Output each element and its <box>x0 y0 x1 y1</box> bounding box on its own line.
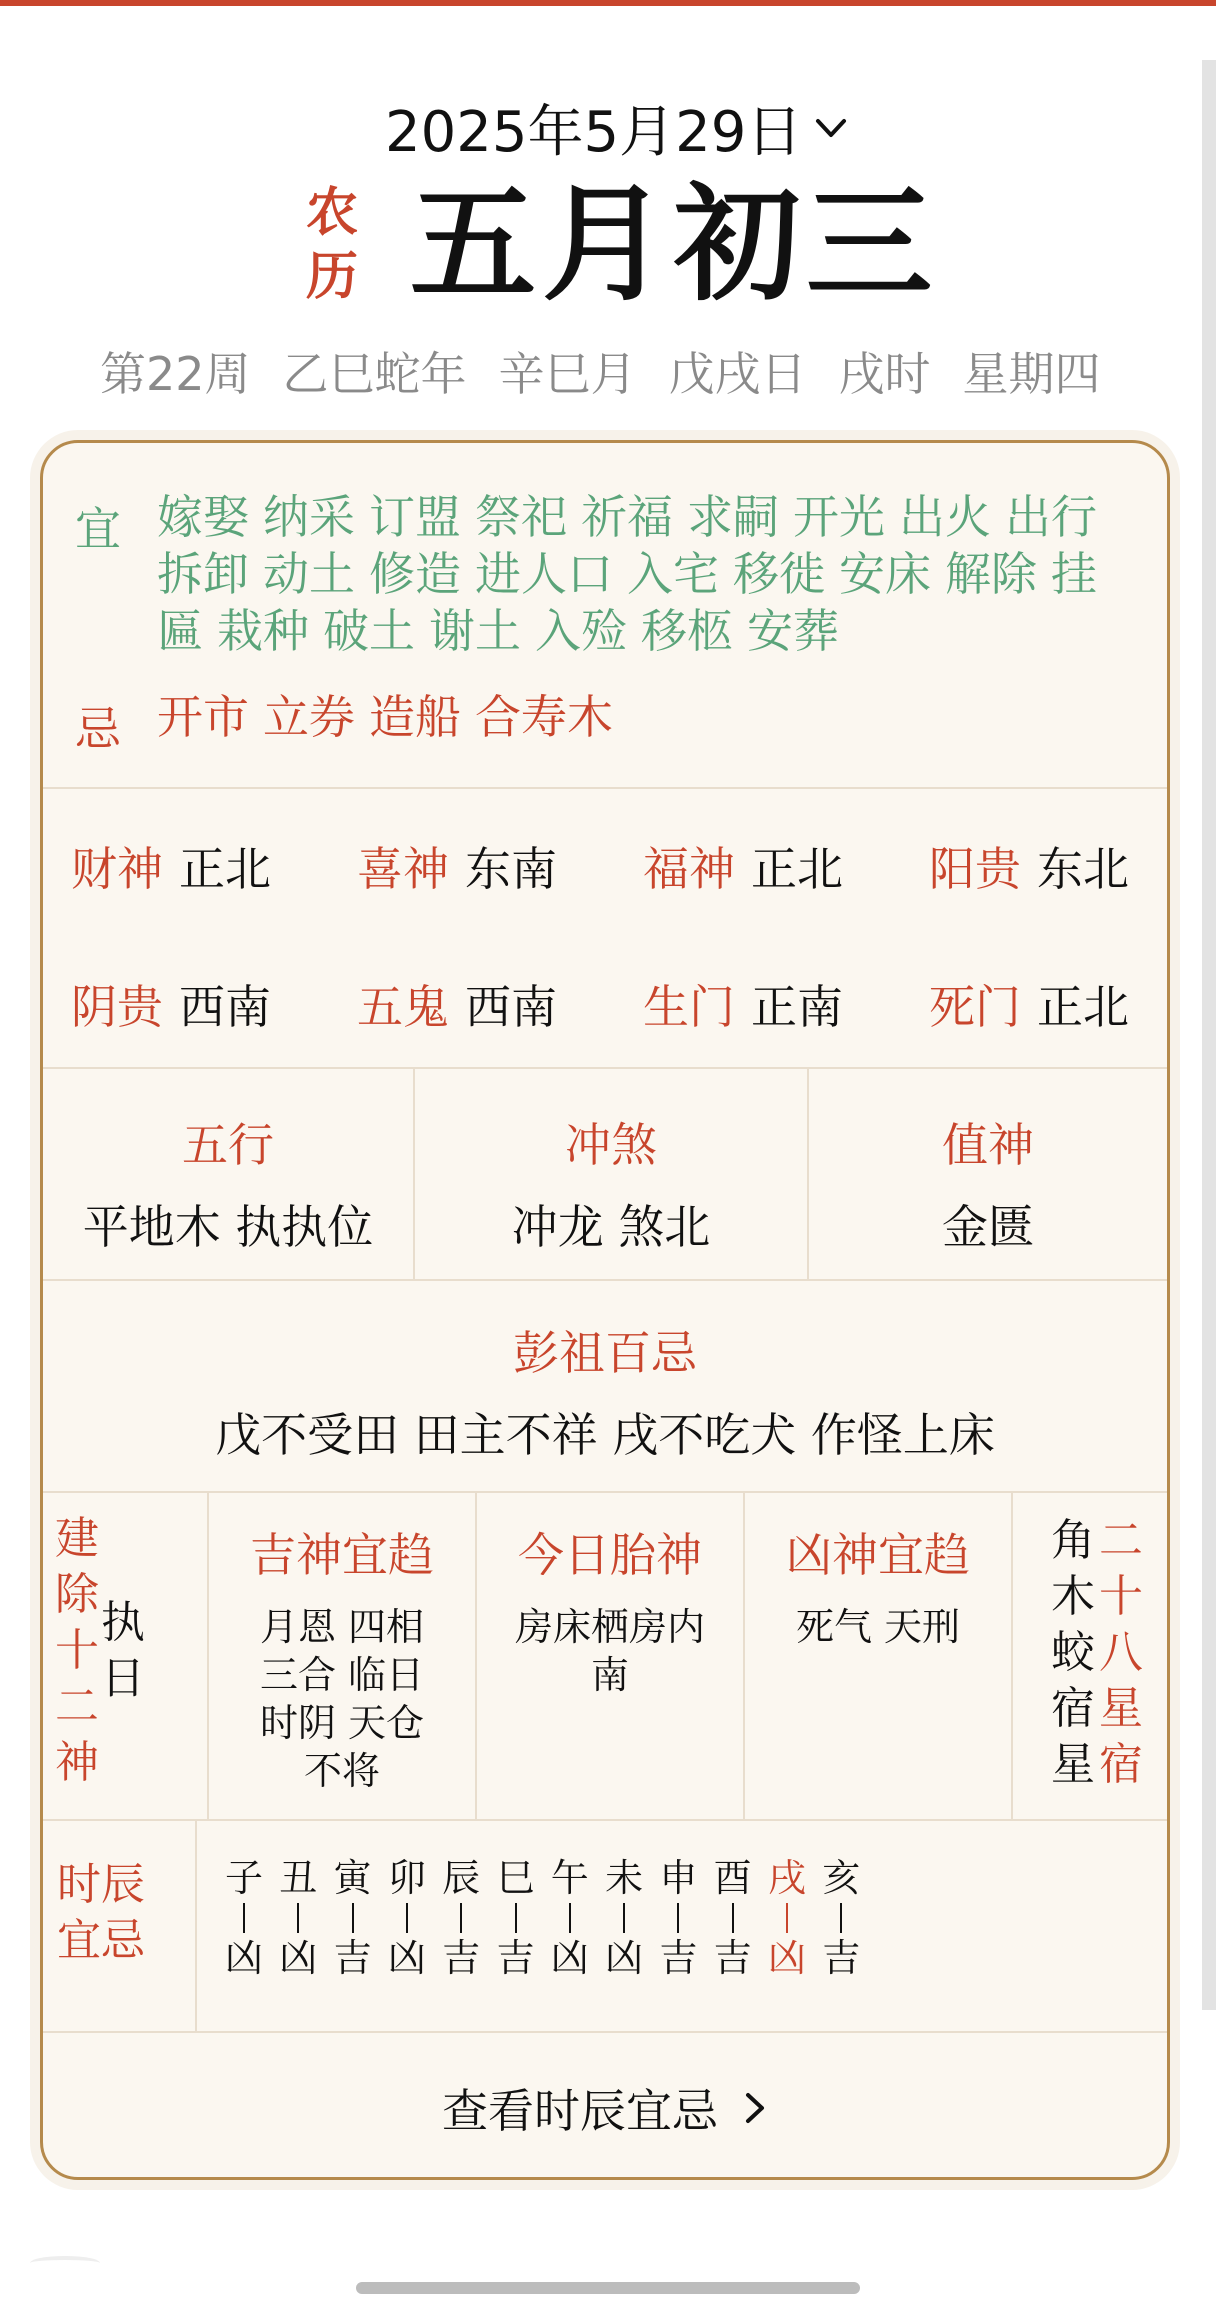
activity-item: 立券 <box>263 690 355 744</box>
activity-item: 进人口 <box>475 547 613 601</box>
lunar-date: 五月初三 <box>410 171 939 318</box>
hour-result: 凶 <box>605 1936 644 1980</box>
activity-item: 修造 <box>369 547 461 601</box>
year-ganzhi: 乙巳蛇年 <box>282 347 467 401</box>
activity-item: 出火 <box>899 490 991 544</box>
hour-separator <box>460 1903 462 1933</box>
label-char: 除 <box>55 1569 99 1620</box>
hour-branch: 巳 <box>496 1856 535 1900</box>
activity-item: 移柩 <box>641 604 733 658</box>
hour-item <box>219 1855 269 1981</box>
activity-item: 移徙 <box>733 547 825 601</box>
deity-direction <box>643 833 843 899</box>
hour-item <box>816 1855 866 1981</box>
hour-separator <box>406 1903 408 1933</box>
value-char: 执 <box>101 1597 145 1648</box>
deity-name: 阳贵 <box>929 842 1021 896</box>
hour-separator <box>515 1903 517 1933</box>
wuxing-cell <box>43 1109 413 1257</box>
yi-label: 宜 <box>75 502 121 556</box>
divider <box>195 1821 197 2033</box>
wuxing-chongsha-zhishen <box>43 1069 1167 1281</box>
hour-branch: 寅 <box>333 1856 372 1900</box>
activity-item: 开市 <box>157 690 249 744</box>
deity-dir: 正南 <box>751 980 843 1034</box>
deity-name: 喜神 <box>357 842 449 896</box>
activity-item: 祈福 <box>581 490 673 544</box>
hour-item <box>708 1855 758 1981</box>
deity-name: 五鬼 <box>357 980 449 1034</box>
deity-dir: 东北 <box>1037 842 1129 896</box>
zhishen-cell <box>809 1109 1167 1257</box>
hour-branch: 卯 <box>387 1856 426 1900</box>
week-number: 第22周 <box>100 347 251 401</box>
jishen-cell <box>209 1519 475 1795</box>
gods-section <box>43 1493 1167 1821</box>
hour-result: 凶 <box>550 1936 589 1980</box>
xiu-label <box>1097 1513 1145 1793</box>
deity-dir: 西南 <box>179 980 271 1034</box>
deity-dir: 正北 <box>751 842 843 896</box>
activity-item: 合寿木 <box>475 690 613 744</box>
deity-direction <box>71 971 271 1037</box>
jianchu-value <box>99 1595 147 1707</box>
deity-name: 福神 <box>643 842 735 896</box>
activity-item: 祭祀 <box>475 490 567 544</box>
activity-item: 纳采 <box>263 490 355 544</box>
deity-dir: 东南 <box>465 842 557 896</box>
hour-result: 吉 <box>659 1936 698 1980</box>
label-char: 建 <box>55 1513 99 1564</box>
deity-name: 生门 <box>643 980 735 1034</box>
label-line: 宜忌 <box>57 1915 145 1966</box>
xiongshen-list <box>745 1603 1011 1651</box>
hour-result: 凶 <box>767 1936 806 1980</box>
scrollbar[interactable] <box>1202 60 1216 2010</box>
activity-item: 入殓 <box>535 604 627 658</box>
hour-result: 凶 <box>387 1936 426 1980</box>
hour-item <box>545 1855 595 1981</box>
jishen-line: 时阴 天仓 <box>259 1701 425 1745</box>
chongsha-title: 冲煞 <box>565 1118 657 1172</box>
activity-item: 出行 <box>1005 490 1097 544</box>
jishen-line: 不将 <box>303 1749 380 1793</box>
ji-list <box>157 689 1147 746</box>
view-hours-label: 查看时辰宜忌 <box>442 2084 718 2138</box>
chevron-down-icon[interactable] <box>812 109 850 147</box>
activity-item: 安葬 <box>747 604 839 658</box>
hour-branch: 未 <box>605 1856 644 1900</box>
hour-separator <box>297 1903 299 1933</box>
activity-item: 入宅 <box>627 547 719 601</box>
zhishen-value: 金匮 <box>942 1200 1034 1254</box>
value-char: 蛟 <box>1051 1627 1095 1678</box>
hour-branch: 亥 <box>822 1856 861 1900</box>
pengzu-cell <box>43 1317 1167 1465</box>
hour-result: 吉 <box>822 1936 861 1980</box>
hours-label <box>57 1857 145 1969</box>
deity-name: 阴贵 <box>71 980 163 1034</box>
deity-direction <box>357 833 557 899</box>
taishen-list <box>477 1603 743 1699</box>
deity-direction <box>929 833 1129 899</box>
hour-branch: 戌 <box>767 1856 806 1900</box>
activity-item: 动土 <box>263 547 355 601</box>
hour-separator <box>786 1903 788 1933</box>
chongsha-value: 冲龙 煞北 <box>511 1200 711 1254</box>
activity-item: 拆卸 <box>157 547 249 601</box>
jishen-title: 吉神宜趋 <box>250 1528 434 1582</box>
value-char: 宿 <box>1051 1683 1095 1734</box>
chevron-right-icon <box>742 2089 768 2127</box>
activity-item: 嫁娶 <box>157 490 249 544</box>
jishen-line: 三合 临日 <box>259 1653 425 1697</box>
chongsha-cell <box>415 1109 807 1257</box>
deity-direction <box>357 971 557 1037</box>
hour-item <box>436 1855 486 1981</box>
activity-item: 解除 <box>945 547 1037 601</box>
deity-name: 财神 <box>71 842 163 896</box>
hour-result: 吉 <box>442 1936 481 1980</box>
deity-direction <box>929 971 1129 1037</box>
xiongshen-title: 凶神宜趋 <box>786 1528 970 1582</box>
label-char: 十 <box>1099 1571 1143 1622</box>
label-char: 星 <box>1099 1683 1143 1734</box>
taishen-cell <box>477 1519 743 1699</box>
hour-item <box>273 1855 323 1981</box>
top-accent-bar <box>0 0 1216 6</box>
value-char: 角 <box>1051 1515 1095 1566</box>
label-char: 十 <box>55 1625 99 1676</box>
hour-branch: 酉 <box>713 1856 752 1900</box>
xiu-value <box>1049 1513 1097 1793</box>
label-char: 二 <box>55 1681 99 1732</box>
hour-item <box>328 1855 378 1981</box>
jishen-line: 月恩 四相 <box>259 1605 425 1649</box>
view-hours-button[interactable] <box>43 2033 1167 2183</box>
pengzu-value: 戊不受田 田主不祥 戌不吃犬 作怪上床 <box>215 1408 995 1462</box>
day-ganzhi: 戊戌日 <box>668 347 807 401</box>
hour-item <box>599 1855 649 1981</box>
hours-section <box>43 1821 1167 2033</box>
jianchu-label <box>53 1511 101 1791</box>
date-picker[interactable] <box>385 88 850 168</box>
taishen-line: 南 <box>590 1653 629 1697</box>
label-char: 二 <box>1099 1515 1143 1566</box>
hour-branch: 丑 <box>279 1856 318 1900</box>
deity-directions <box>43 789 1167 1069</box>
activity-item: 开光 <box>793 490 885 544</box>
hour-separator <box>732 1903 734 1933</box>
value-char: 星 <box>1051 1739 1095 1790</box>
more-section <box>43 2033 1167 2183</box>
deity-name: 死门 <box>929 980 1021 1034</box>
home-indicator[interactable] <box>356 2282 860 2294</box>
yi-list <box>157 489 1147 660</box>
month-ganzhi: 辛巳月 <box>498 347 637 401</box>
hour-result: 吉 <box>333 1936 372 1980</box>
hour-result: 凶 <box>279 1936 318 1980</box>
hour-branch: 辰 <box>442 1856 481 1900</box>
hour-item <box>382 1855 432 1981</box>
hour-result: 吉 <box>496 1936 535 1980</box>
hour-item <box>491 1855 541 1981</box>
activity-item: 栽种 <box>217 604 309 658</box>
label-char: 八 <box>1099 1627 1143 1678</box>
label-char: 神 <box>55 1737 99 1788</box>
hour-item <box>653 1855 703 1981</box>
value-char: 木 <box>1051 1571 1095 1622</box>
deity-dir: 正北 <box>1037 980 1129 1034</box>
activity-item: 求嗣 <box>687 490 779 544</box>
deity-dir: 西南 <box>465 980 557 1034</box>
deity-direction <box>643 971 843 1037</box>
wuxing-title: 五行 <box>182 1118 274 1172</box>
label-line: 时辰 <box>57 1859 145 1910</box>
activity-item: 谢土 <box>429 604 521 658</box>
activity-item: 安床 <box>839 547 931 601</box>
decorative-curve <box>30 2256 100 2270</box>
activity-item: 订盟 <box>369 490 461 544</box>
zhishen-title: 值神 <box>942 1118 1034 1172</box>
lunar-tag <box>306 181 358 309</box>
activity-item: 破土 <box>323 604 415 658</box>
label-char: 宿 <box>1099 1739 1143 1790</box>
hour-separator <box>623 1903 625 1933</box>
activity-item: 造船 <box>369 690 461 744</box>
hour-branch: 申 <box>659 1856 698 1900</box>
hour-branch: 午 <box>550 1856 589 1900</box>
lunar-tag-char: 农 <box>306 183 359 243</box>
taishen-line: 房床栖房内 <box>514 1605 705 1649</box>
deity-dir: 正北 <box>179 842 271 896</box>
divider <box>1011 1493 1013 1821</box>
lunar-date-row <box>306 171 939 318</box>
hour-separator <box>352 1903 354 1933</box>
ji-label: 忌 <box>75 702 121 756</box>
hour-result: 吉 <box>713 1936 752 1980</box>
hour-separator <box>677 1903 679 1933</box>
lunar-tag-char: 历 <box>306 247 359 307</box>
wuxing-value: 平地木 执执位 <box>82 1200 374 1254</box>
pengzu-title: 彭祖百忌 <box>513 1326 697 1380</box>
weekday: 星期四 <box>962 347 1101 401</box>
hour-separator <box>840 1903 842 1933</box>
solar-date: 2025年5月29日 <box>385 100 803 165</box>
jishen-list <box>209 1603 475 1795</box>
activity-item: 挂匾 <box>157 547 1097 658</box>
hour-branch: 子 <box>224 1856 263 1900</box>
hour-separator <box>569 1903 571 1933</box>
pengzu-section <box>43 1281 1167 1493</box>
value-char: 日 <box>101 1653 145 1704</box>
hour-result: 凶 <box>224 1936 263 1980</box>
hour-ganzhi: 戌时 <box>838 347 931 401</box>
almanac-card <box>40 440 1170 2180</box>
xiongshen-cell <box>745 1519 1011 1651</box>
ganzhi-info <box>100 338 1133 404</box>
hour-item <box>762 1855 812 1981</box>
hour-separator <box>243 1903 245 1933</box>
taishen-title: 今日胎神 <box>518 1528 702 1582</box>
xiongshen-line: 死气 天刑 <box>795 1605 961 1649</box>
yi-ji-section <box>43 443 1167 789</box>
deity-direction <box>71 833 271 899</box>
